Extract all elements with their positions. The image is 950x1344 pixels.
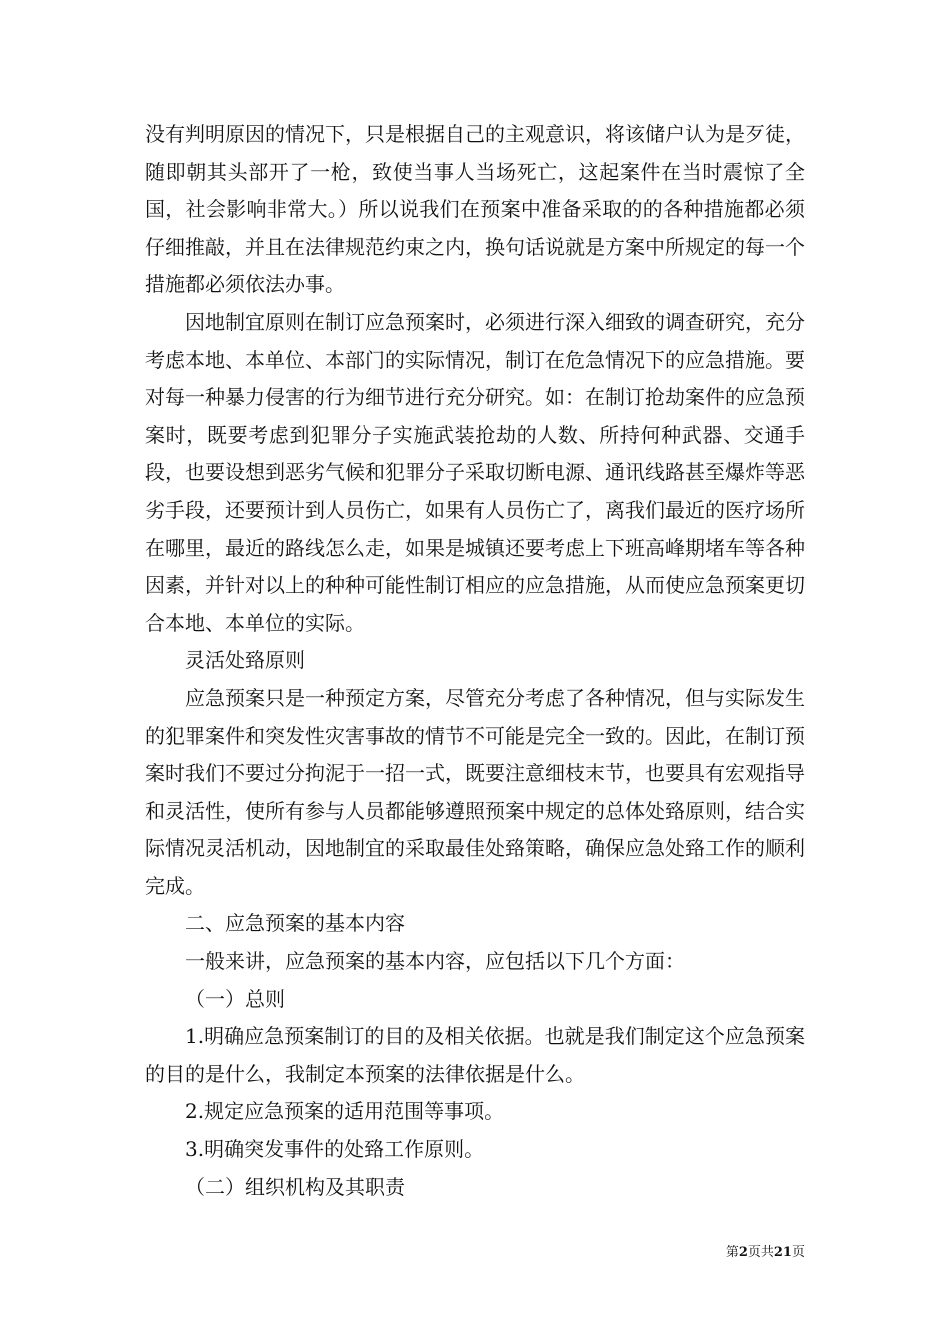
paragraph-6: 一般来讲，应急预案的基本内容，应包括以下几个方面：	[185, 949, 685, 974]
footer-prefix: 第	[725, 1245, 739, 1260]
section-heading-2: 二、应急预案的基本内容	[185, 911, 405, 936]
subsection-heading-1: （一）总则	[185, 986, 285, 1011]
footer-suffix: 页	[791, 1245, 805, 1260]
footer-middle: 页共	[747, 1245, 774, 1260]
paragraph-1: 没有判明原因的情况下，只是根据自己的主观意识，将该储户认为是歹徒，随即朝其头部开了一枪，致使当事人当场死亡，这起案件在当时震惊了全国，社会影响非常大。）所以说我们在预案中准备采取的的各种措施都必须仔细推敲，并且在法律规范约束之内，换句话说就是方案中所规定的每一个措施都必须依法办事。	[145, 122, 805, 297]
total-page-count: 21	[773, 1245, 792, 1260]
paragraph-4: 应急预案只是一种预定方案，尽管充分考虑了各种情况，但与实际发生的犯罪案件和突发性灾害事故的情节不可能是完全一致的。因此，在制订预案时我们不要过分拘泥于一招一式，既要注意细枝末节，也要具有宏观指导和灵活性，使所有参与人员都能够遵照预案中规定的总体处臵原则，结合实际情况灵活机动，因地制宜的采取最佳处臵策略，确保应急处臵工作的顺利完成。	[145, 685, 805, 898]
paragraph-3: 灵活处臵原则	[185, 648, 305, 673]
page-footer	[0, 1244, 805, 1262]
current-page-number: 2	[738, 1245, 748, 1260]
list-item-3: 3.明确突发事件的处臵工作原则。	[185, 1137, 485, 1162]
list-item-2: 2.规定应急预案的适用范围等事项。	[185, 1099, 505, 1124]
document-body	[145, 116, 805, 1206]
subsection-heading-2: （二）组织机构及其职责	[185, 1174, 405, 1199]
list-item-1: 1.明确应急预案制订的目的及相关依据。也就是我们制定这个应急预案的目的是什么，我制定本预案的法律依据是什么。	[145, 1024, 805, 1086]
paragraph-2: 因地制宜原则在制订应急预案时，必须进行深入细致的调查研究，充分考虑本地、本单位、本部门的实际情况，制订在危急情况下的应急措施。要对每一种暴力侵害的行为细节进行充分研究。如：在制订抢劫案件的应急预案时，既要考虑到犯罪分子实施武装抢劫的人数、所持何种武器、交通手段，也要设想到恶劣气候和犯罪分子采取切断电源、通讯线路甚至爆炸等恶劣手段，还要预计到人员伤亡，如果有人员伤亡了，离我们最近的医疗场所在哪里，最近的路线怎么走，如果是城镇还要考虑上下班高峰期堵车等各种因素，并针对以上的种种可能性制订相应的应急措施，从而使应急预案更切合本地、本单位的实际。	[145, 309, 805, 635]
